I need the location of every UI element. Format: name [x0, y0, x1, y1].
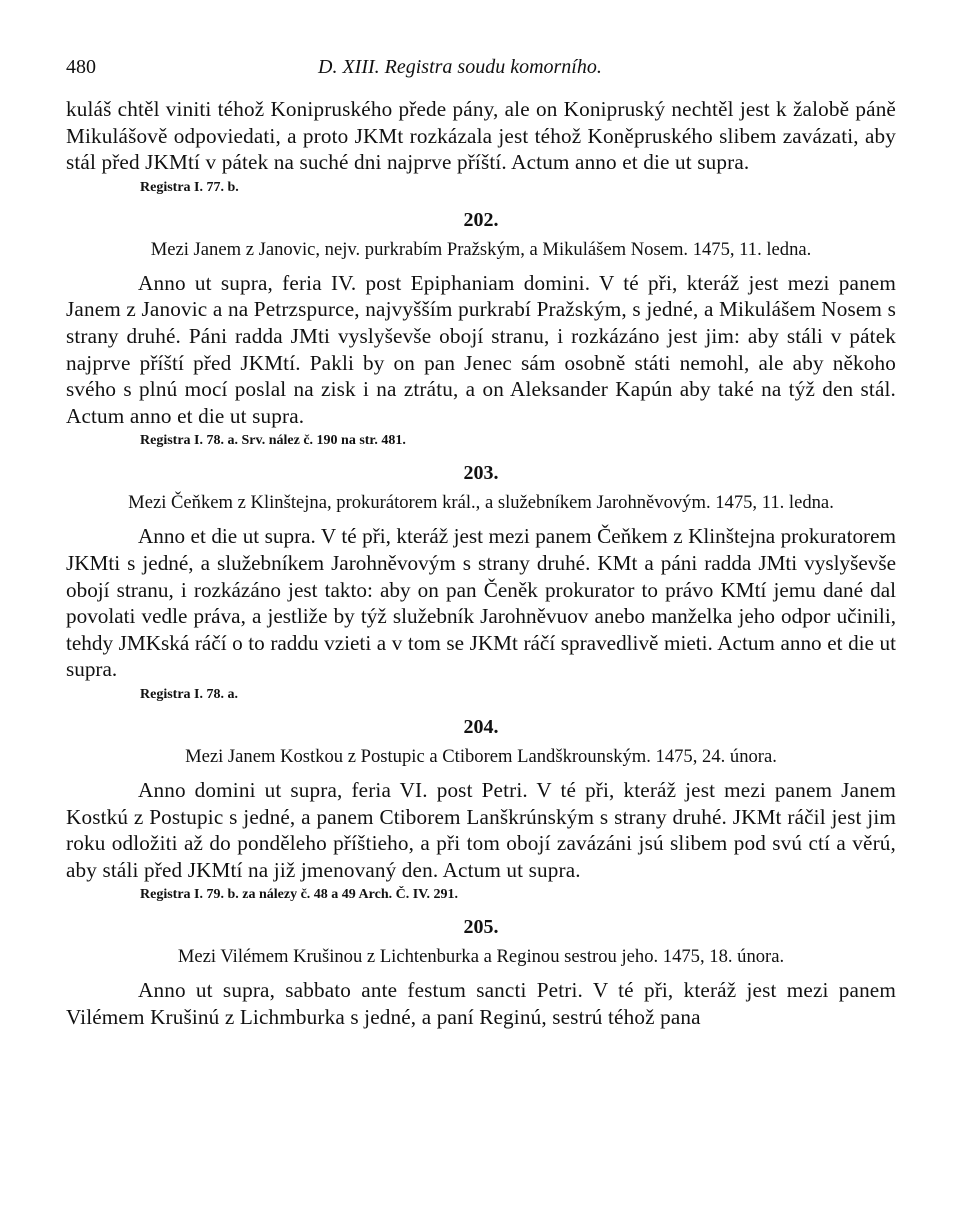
intro-paragraph: kuláš chtěl viniti téhož Konipruského přede pány, ale on Konipruský nechtěl jest k žalobě páně Mikulášově odpoviedati, a proto JKMt rozkázala jest téhož Koněpruského slibem zavázati, aby stál před JKMtí v pátek na suché dni najprve příští. Actum anno et die ut supra.	[66, 97, 896, 175]
entry-summary: Mezi Vilémem Krušinou z Lichtenburka a Reginou sestrou jeho. 1475, 18. února.	[177, 946, 785, 968]
entry-summary: Mezi Janem z Janovic, nejv. purkrabím Pražským, a Mikulášem Nosem. 1475, 11. ledna.	[150, 238, 812, 260]
page-number: 480	[66, 56, 96, 78]
entry-text: Anno domini ut supra, feria VI. post Petri. V té při, kteráž jest mezi panem Janem Kostkú z Postupic s jedné, a panem Ctiborem Lanškrúnským s strany druhé. JKMt ráčil jest jim roku odložiti až do ponděleho příštieho, a při tom obojí zavázáni jsú slibem pod svú ctí a věrú, aby stáli před JKMtí na již jmenovaný den. Actum ut supra.	[66, 777, 896, 882]
source-reference: Registra I. 77. b.	[140, 179, 239, 195]
entry-number: 204.	[463, 715, 499, 738]
entry-summary: Mezi Janem Kostkou z Postupic a Ctiborem Landškrounským. 1475, 24. února.	[185, 745, 777, 767]
entry-number: 202.	[463, 208, 499, 231]
entry-number: 205.	[463, 916, 499, 939]
entry-204	[66, 715, 896, 905]
source-reference: Registra I. 79. b. za nálezy č. 48 a 49 Arch. Č. IV. 291.	[140, 887, 458, 903]
entry-202	[66, 208, 896, 452]
running-head: D. XIII. Registra soudu komorního.	[318, 56, 602, 78]
page-header	[66, 56, 896, 86]
entry-203	[66, 461, 896, 705]
entry-text: Anno ut supra, sabbato ante festum sancti Petri. V té při, kteráž jest mezi panem Vilémem Krušinú z Lichmburka s jedné, a paní Reginú, sestrú téhož pana	[66, 978, 896, 1029]
entry-number: 203.	[463, 462, 499, 485]
source-reference: Registra I. 78. a. Srv. nález č. 190 na str. 481.	[140, 433, 406, 449]
entry-205	[66, 915, 896, 1030]
entry-text: Anno et die ut supra. V té při, kteráž jest mezi panem Čeňkem z Klinštejna prokuratorem JKMti s jedné, a služebníkem Jarohněvovým s strany druhé. KMt a páni radda JMti vyslyševše obojí stranu, i rozkázáno jest takto: aby on pan Čeněk prokurator to právo KMtí jemu dané dal povolati vedle práva, a jestliže by týž služebník Jarohněvuov anebo manželka jeho odpor učinili, tehdy JMKská ráčí o to raddu vzieti a v tom se JKMt ráčí spravedlivě mieti. Actum anno et die ut supra.	[66, 524, 896, 682]
entry-text: Anno ut supra, feria IV. post Epiphaniam domini. V té při, kteráž jest mezi panem Janem z Janovic a na Petrzspurce, najvyšším purkrabí Pražským, s jedné, a Mikulášem Nosem s strany druhé. Páni radda JMti vyslyševše obojí stranu, i rozkázáno jest jim: aby stáli v pátek najprve příští před JKMtí. Pakli by on pan Jenec sám osobně státi nemohl, ale aby někoho svého s plnú mocí poslal na zisk i na ztrátu, a on Aleksander Kapún aby také na týž den stál. Actum anno et die ut supra.	[66, 270, 896, 428]
document-body	[66, 96, 896, 1030]
source-reference: Registra I. 78. a.	[140, 686, 238, 702]
entry-summary: Mezi Čeňkem z Klinštejna, prokurátorem král., a služebníkem Jarohněvovým. 1475, 11. ledna.	[128, 492, 834, 514]
